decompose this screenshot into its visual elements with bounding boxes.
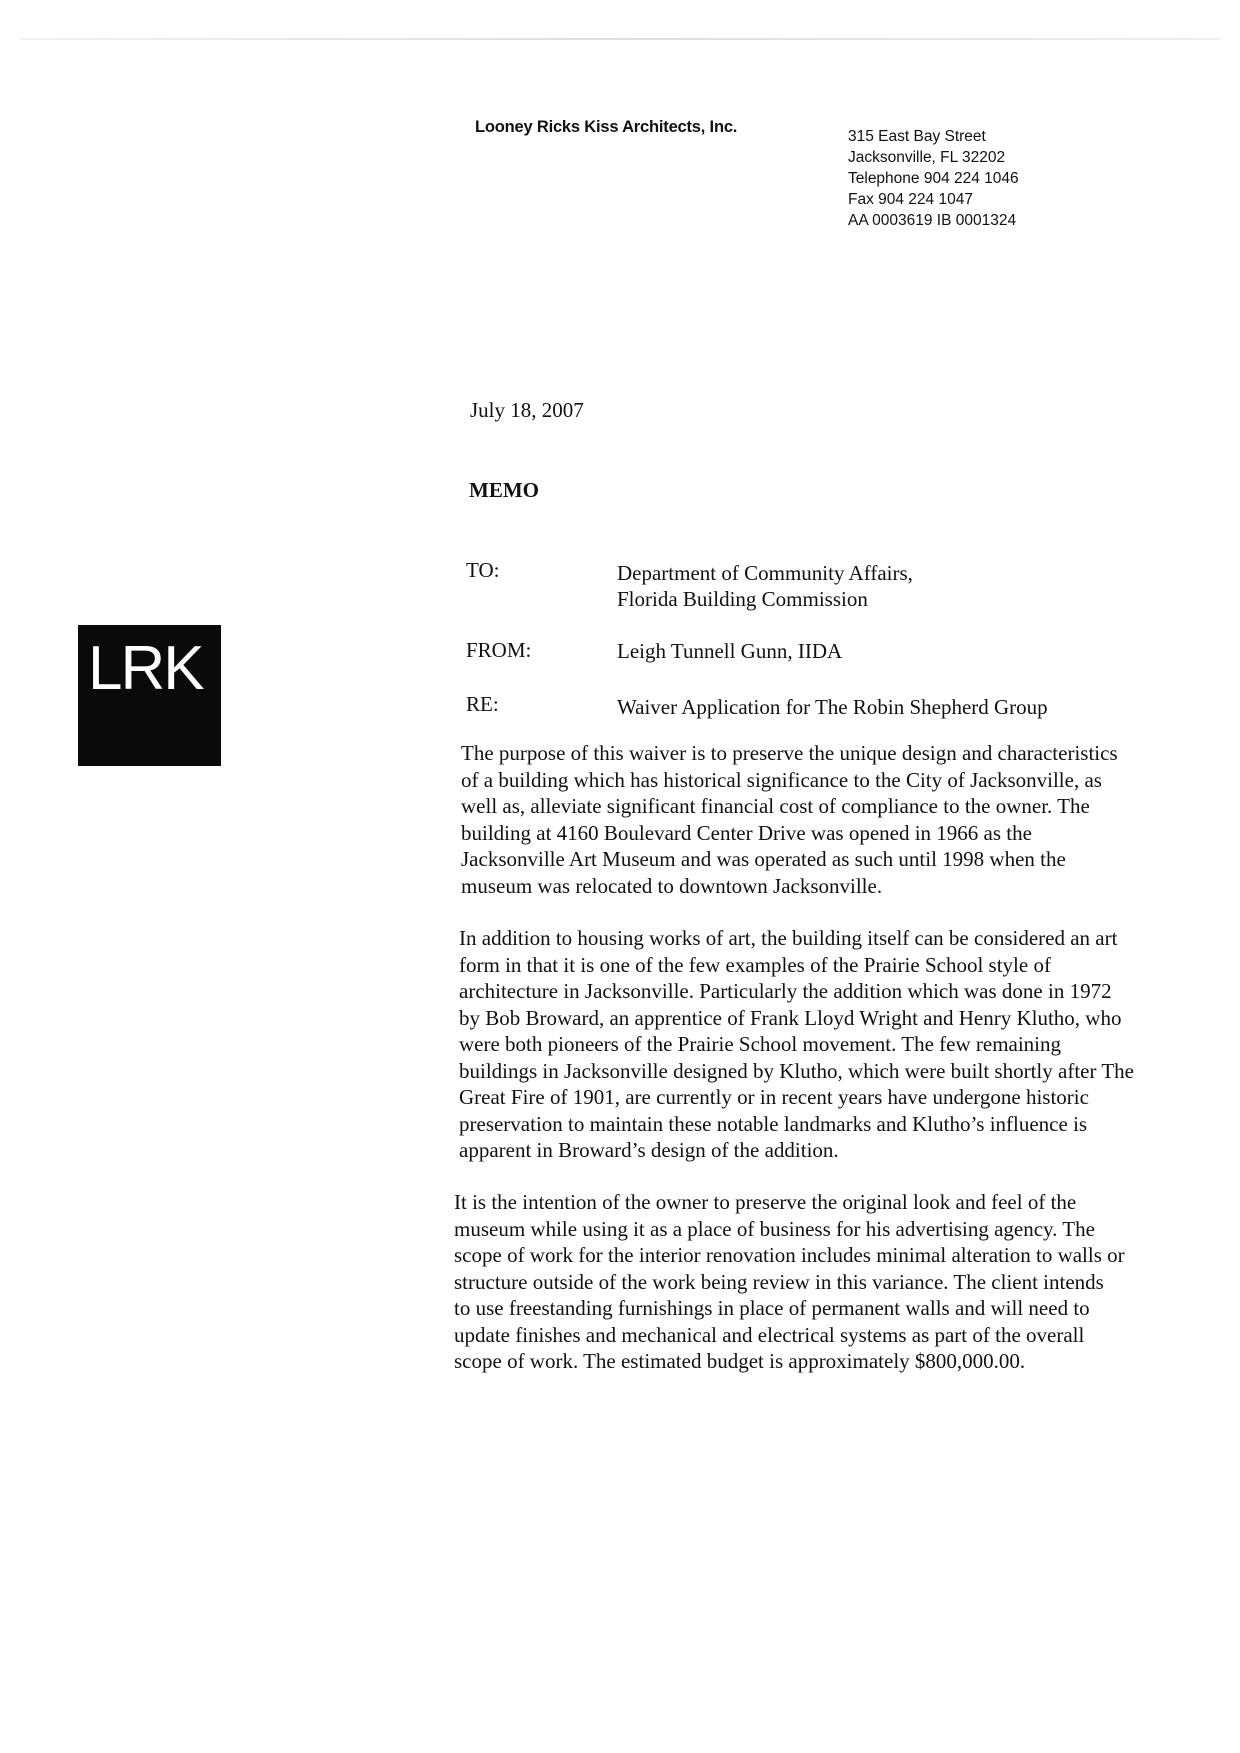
address-line: AA 0003619 IB 0001324 (848, 212, 1017, 229)
address-line: Telephone 904 224 1046 (848, 170, 1019, 187)
lrk-logo: LRK (78, 625, 221, 766)
address-line: 315 East Bay Street (848, 128, 986, 145)
from-value: Leigh Tunnell Gunn, IIDA (617, 639, 843, 663)
memo-heading: MEMO (469, 478, 539, 502)
from-label: FROM: (466, 638, 532, 662)
address-line: Fax 904 224 1047 (848, 191, 973, 208)
company-name: Looney Ricks Kiss Architects, Inc. (475, 118, 738, 136)
re-value: Waiver Application for The Robin Shepherd Group (617, 695, 1048, 719)
company-address (848, 126, 1019, 231)
paragraph-purpose: The purpose of this waiver is to preserve the unique design and characteristics of a building which has historical significance to the City of Jacksonville, as well as, alleviate significant financial cost of compliance to the owner. The building at 4160 Boulevard Center Drive was opened in 1966 as the Jacksonville Art Museum and was operated as such until 1998 when the museum was relocated to downtown Jacksonville. (461, 741, 1118, 898)
to-value: Department of Community Affairs, Florida Building Commission (617, 561, 913, 611)
address-line: Jacksonville, FL 32202 (848, 149, 1006, 166)
paragraph-intent: It is the intention of the owner to preserve the original look and feel of the museum while using it as a place of business for his advertising agency. The scope of work for the interior renovation includes minimal alteration to walls or structure outside of the work being review in this variance. The client intends to use freestanding furnishings in place of permanent walls and will need to update finishes and mechanical and electrical systems as part of the overall scope of work. The estimated budget is approximately $800,000.00. (454, 1190, 1125, 1373)
scan-artifact (20, 38, 1220, 40)
re-label: RE: (466, 692, 499, 716)
to-label: TO: (466, 558, 500, 582)
paragraph-history: In addition to housing works of art, the building itself can be considered an art form in that it is one of the few examples of the Prairie School style of architecture in Jacksonville. Particularly the addition which was done in 1972 by Bob Broward, an apprentice of Frank Lloyd Wright and Henry Klutho, who were both pioneers of the Prairie School movement. The few remaining buildings in Jacksonville designed by Klutho, which were built shortly after The Great Fire of 1901, are currently or in recent years have undergone historic preservation to maintain these notable landmarks and Klutho’s influence is apparent in Broward’s design of the addition. (459, 926, 1134, 1162)
memo-date: July 18, 2007 (470, 398, 584, 422)
